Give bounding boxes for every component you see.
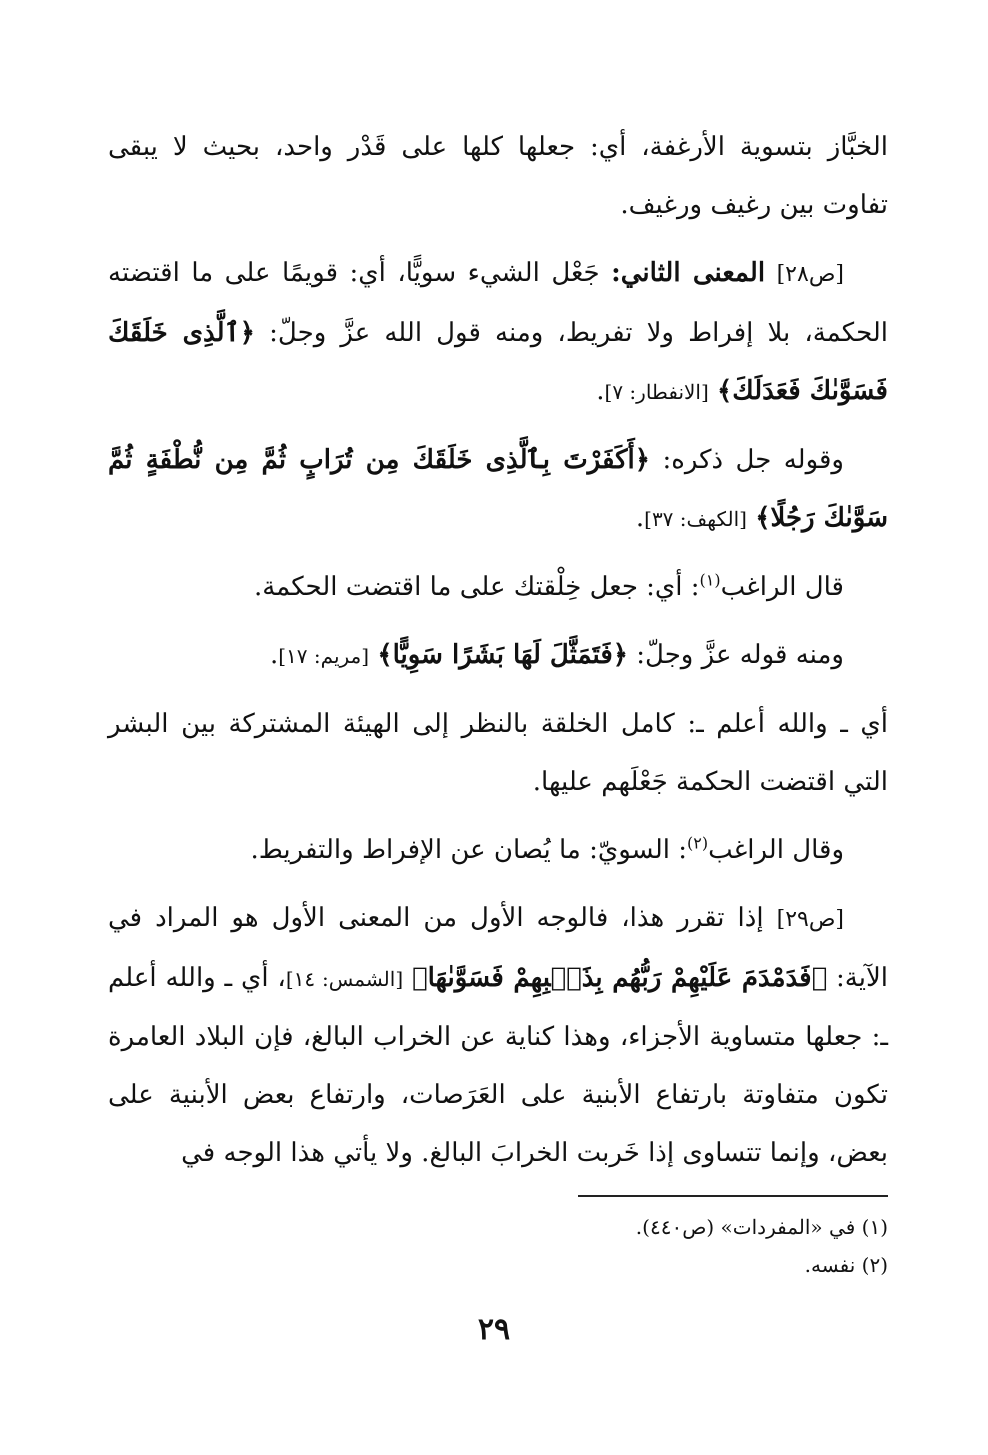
footnote-text: نفسه. (804, 1253, 856, 1277)
paragraph-8-text: إذا تقرر هذا، فالوجه الأول من المعنى الأول هو المراد في الآية: (108, 903, 889, 993)
footnote-text: في «المفردات» (ص٤٤٠). (635, 1215, 856, 1239)
footnote-marker: (١) (699, 570, 721, 590)
page-number: ٢٩ (477, 1312, 511, 1347)
paragraph-2 (108, 244, 888, 421)
paragraph-7-text-cont: : السويّ: ما يُصان عن الإفراط والتفريط. (250, 835, 687, 865)
paragraph-8-text-cont: ، أي ـ والله أعلم ـ: جعلها متساوية الأجزاء، وهذا كناية عن الخراب البالغ، فإن البلاد العامرة تكون متفاوتة بارتفاع الأبنية على العَرَصات، وارتفاع بعض الأبنية على بعض، وإنما تتساوى إذا خَربت الخرابَ البالغ. ولا يأتي هذا الوجه في (108, 963, 888, 1168)
verse-source: [الانفطار: ٧] (604, 380, 709, 404)
footnote-number: (١) (861, 1215, 888, 1239)
paragraph-7-text: وقال الراغب (708, 835, 844, 865)
paragraph-1-text: الخبَّاز بتسوية الأرغفة، أي: جعلها كلها على قَدْر واحد، بحيث لا يبقى تفاوت بين رغيف ورغيف. (108, 132, 888, 220)
paragraph-2-text: جَعْل الشيء سويًّا، أي: قويمًا على ما اقتضته الحكمة، بلا إفراط ولا تفريط، ومنه قول الله عزَّ وجلّ: (108, 258, 889, 348)
paragraph-3 (108, 431, 888, 548)
paragraph-end: . (635, 503, 645, 533)
paragraph-4-text: قال الراغب (720, 572, 844, 602)
paragraph-6 (108, 695, 888, 811)
paragraph-end: . (269, 640, 279, 670)
quran-verse: ﴿ٱلَّذِى خَلَقَكَ فَسَوَّىٰكَ فَعَدَلَكَ﴾ (108, 318, 888, 406)
paragraph-6-text: أي ـ والله أعلم ـ: كامل الخلقة بالنظر إلى الهيئة المشتركة بين البشر التي اقتضت الحكمة جَعْلَهم عليها. (108, 709, 888, 797)
paragraph-3-text: وقوله جل ذكره: (662, 445, 844, 475)
quran-verse: ﴿أَكَفَرْتَ بِٱلَّذِى خَلَقَكَ مِن تُرَابٍ ثُمَّ مِن نُّطْفَةٍ ثُمَّ سَوَّىٰكَ رَجُلًا﴾ (108, 445, 888, 533)
verse-source: [الشمس: ١٤] (285, 967, 404, 991)
paragraph-4 (108, 558, 888, 616)
footnotes (300, 1208, 888, 1284)
paragraph-5 (108, 626, 888, 685)
paragraph-4-text-cont: : أي: جعل خِلْقتك على ما اقتضت الحكمة. (253, 572, 700, 602)
quran-verse: ﴿فَدَمْدَمَ عَلَيْهِمْ رَبُّهُم بِذَنۢبِهِمْ فَسَوَّىٰهَا﴾ (411, 963, 828, 993)
footnote-divider (578, 1195, 888, 1197)
paragraph-end: . (596, 376, 605, 406)
footnote-2 (300, 1246, 888, 1284)
main-text (108, 118, 888, 1182)
paragraph-1 (108, 118, 888, 234)
footnote-1 (300, 1208, 888, 1246)
verse-source: [مريم: ١٧] (278, 644, 370, 668)
footnote-marker: (٢) (687, 833, 709, 853)
verse-source: [الكهف: ٣٧] (644, 507, 747, 531)
page-reference: [ص٢٨] (776, 262, 844, 287)
quran-verse: ﴿فَتَمَثَّلَ لَهَا بَشَرًا سَوِيًّا﴾ (377, 640, 628, 670)
page-reference: [ص٢٩] (776, 907, 845, 932)
paragraph-8 (108, 889, 888, 1182)
section-heading: المعنى الثاني: (611, 258, 766, 288)
paragraph-5-text: ومنه قوله عزَّ وجلّ: (636, 640, 844, 670)
footnote-number: (٢) (861, 1253, 888, 1277)
paragraph-7 (108, 821, 888, 879)
